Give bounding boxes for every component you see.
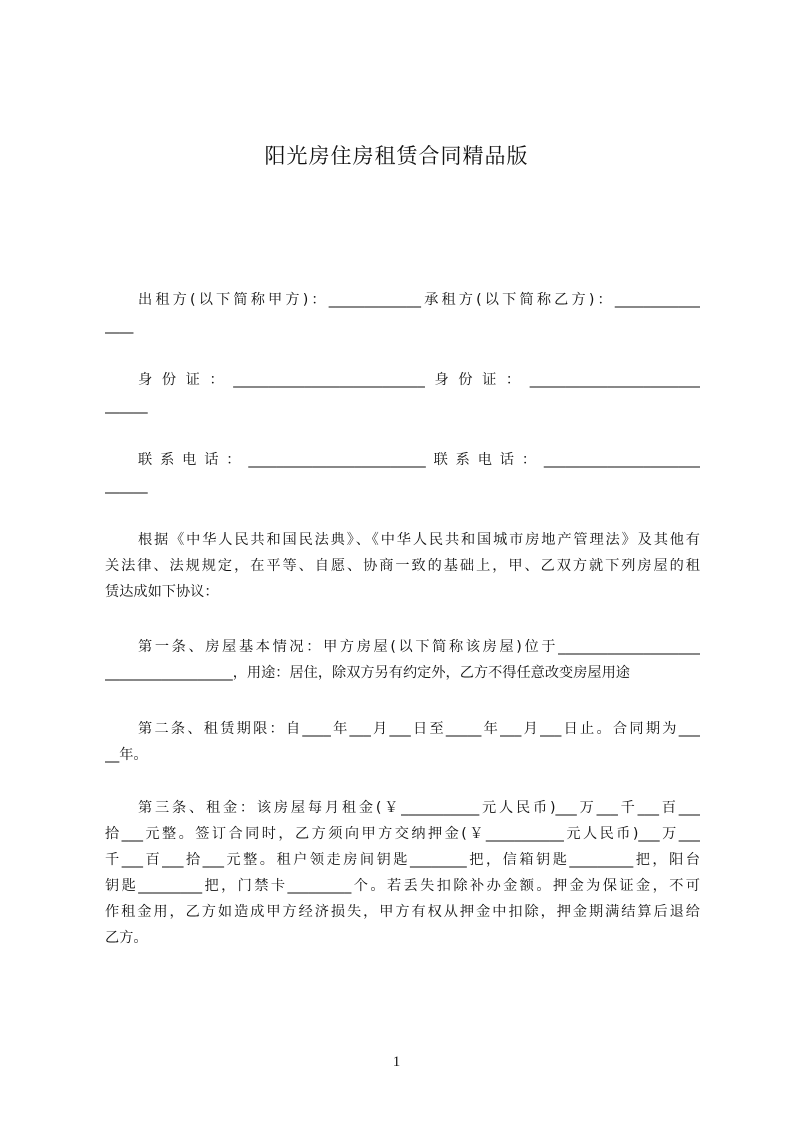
article-1-line: 第一条、房屋基本情况：甲方房屋(以下简称该房屋)位于____________________: [138, 639, 700, 655]
preamble-line: 关法律、法规规定，在平等、自愿、协商一致的基础上，甲、乙双方就下列房屋的租: [105, 558, 700, 574]
article-1-paragraph: [105, 634, 700, 686]
article-3-line: 千___百___拾___元整。租户领走房间钥匙________把，信箱钥匙_________把，阳台: [105, 852, 700, 868]
id-card-line-cont: ______: [105, 398, 148, 414]
article-3-line: 钥匙_________把，门禁卡_________个。若丢失扣除补办金额。押金为保证金，不可: [105, 878, 700, 894]
article-3-line: 第三条、租金：该房屋每月租金(￥___________元人民币)___万___千___百___: [138, 800, 700, 816]
phone-block: [105, 447, 700, 499]
id-card-line: 身份证：___________________________身份证：________________________: [138, 372, 700, 388]
preamble-paragraph: [105, 527, 700, 605]
phone-line-cont: ______: [105, 478, 148, 494]
landlord-tenant-line-cont: ____: [105, 318, 134, 334]
preamble-line: 根据《中华人民共和国民法典》、《中华人民共和国城市房地产管理法》及其他有: [138, 532, 700, 548]
article-2-line: __年。: [105, 747, 148, 763]
article-3-paragraph: [105, 795, 700, 951]
landlord-tenant-block: [105, 287, 700, 339]
landlord-tenant-line: 出租方(以下简称甲方)：_____________承租方(以下简称乙方)：____________: [138, 292, 700, 308]
article-3-line: 乙方。: [105, 930, 148, 946]
phone-line: 联系电话：_________________________联系电话：______________________: [138, 452, 700, 468]
article-2-line: 第二条、租赁期限：自____年___月___日至_____年___月___日止。合同期为___: [138, 721, 700, 737]
id-card-block: [105, 367, 700, 419]
article-1-line: __________________，用途：居住，除双方另有约定外，乙方不得任意改变房屋用途: [105, 665, 630, 681]
page-title: 阳光房住房租赁合同精品版: [264, 144, 529, 168]
page-number: 1: [392, 1054, 401, 1070]
article-3-line: 作租金用，乙方如造成甲方经济损失，甲方有权从押金中扣除，押金期满结算后退给: [105, 904, 700, 920]
preamble-line: 赁达成如下协议：: [105, 584, 219, 600]
article-2-paragraph: [105, 716, 700, 768]
article-3-line: 拾___元整。签订合同时，乙方须向甲方交纳押金(￥___________元人民币)___万___: [105, 826, 700, 842]
